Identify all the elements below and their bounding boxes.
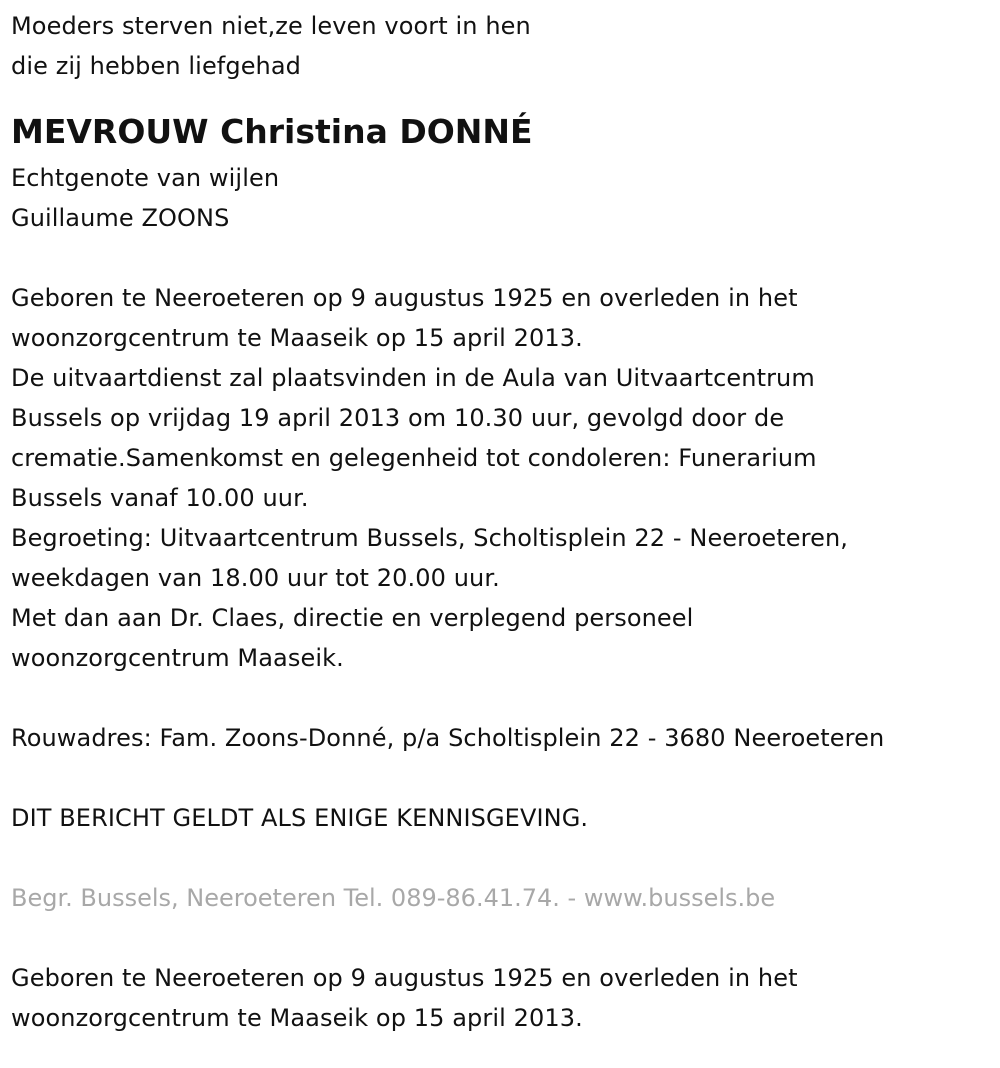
poem [11, 6, 991, 86]
body-line: woonzorgcentrum Maaseik. [11, 644, 344, 672]
repeat-line: woonzorgcentrum te Maaseik op 15 april 2013. [11, 1004, 583, 1032]
body-line: De uitvaartdienst zal plaatsvinden in de Aula van Uitvaartcentrum [11, 364, 815, 392]
repeat-line: Geboren te Neeroeteren op 9 augustus 1925 en overleden in het [11, 964, 798, 992]
obituary-body [11, 278, 991, 678]
spacer [11, 838, 991, 878]
body-line: weekdagen van 18.00 uur tot 20.00 uur. [11, 564, 500, 592]
body-line: Met dan aan Dr. Claes, directie en verplegend personeel [11, 604, 694, 632]
body-line: Bussels vanaf 10.00 uur. [11, 484, 309, 512]
spacer [11, 678, 991, 718]
spouse-line: Guillaume ZOONS [11, 204, 230, 232]
deceased-name: MEVROUW Christina DONNÉ [11, 112, 533, 151]
poem-line: Moeders sterven niet,ze leven voort in hen [11, 12, 531, 40]
body-line: Begroeting: Uitvaartcentrum Bussels, Scholtisplein 22 - Neeroeteren, [11, 524, 848, 552]
spacer [11, 918, 991, 958]
spouse-line: Echtgenote van wijlen [11, 164, 280, 192]
mourning-address: Rouwadres: Fam. Zoons-Donné, p/a Scholtisplein 22 - 3680 Neeroeteren [11, 724, 885, 752]
repeated-birth-death [11, 958, 991, 1038]
poem-line: die zij hebben liefgehad [11, 52, 302, 80]
notice-text: DIT BERICHT GELDT ALS ENIGE KENNISGEVING. [11, 804, 589, 832]
funeral-home-credit: Begr. Bussels, Neeroeteren Tel. 089-86.41.74. - www.bussels.be [11, 884, 776, 912]
spouse-info [11, 158, 991, 238]
body-line: woonzorgcentrum te Maaseik op 15 april 2013. [11, 324, 583, 352]
spacer [11, 238, 991, 278]
spacer [11, 758, 991, 798]
body-line: crematie.Samenkomst en gelegenheid tot condoleren: Funerarium [11, 444, 817, 472]
body-line: Geboren te Neeroeteren op 9 augustus 1925 en overleden in het [11, 284, 798, 312]
body-line: Bussels op vrijdag 19 april 2013 om 10.30 uur, gevolgd door de [11, 404, 785, 432]
